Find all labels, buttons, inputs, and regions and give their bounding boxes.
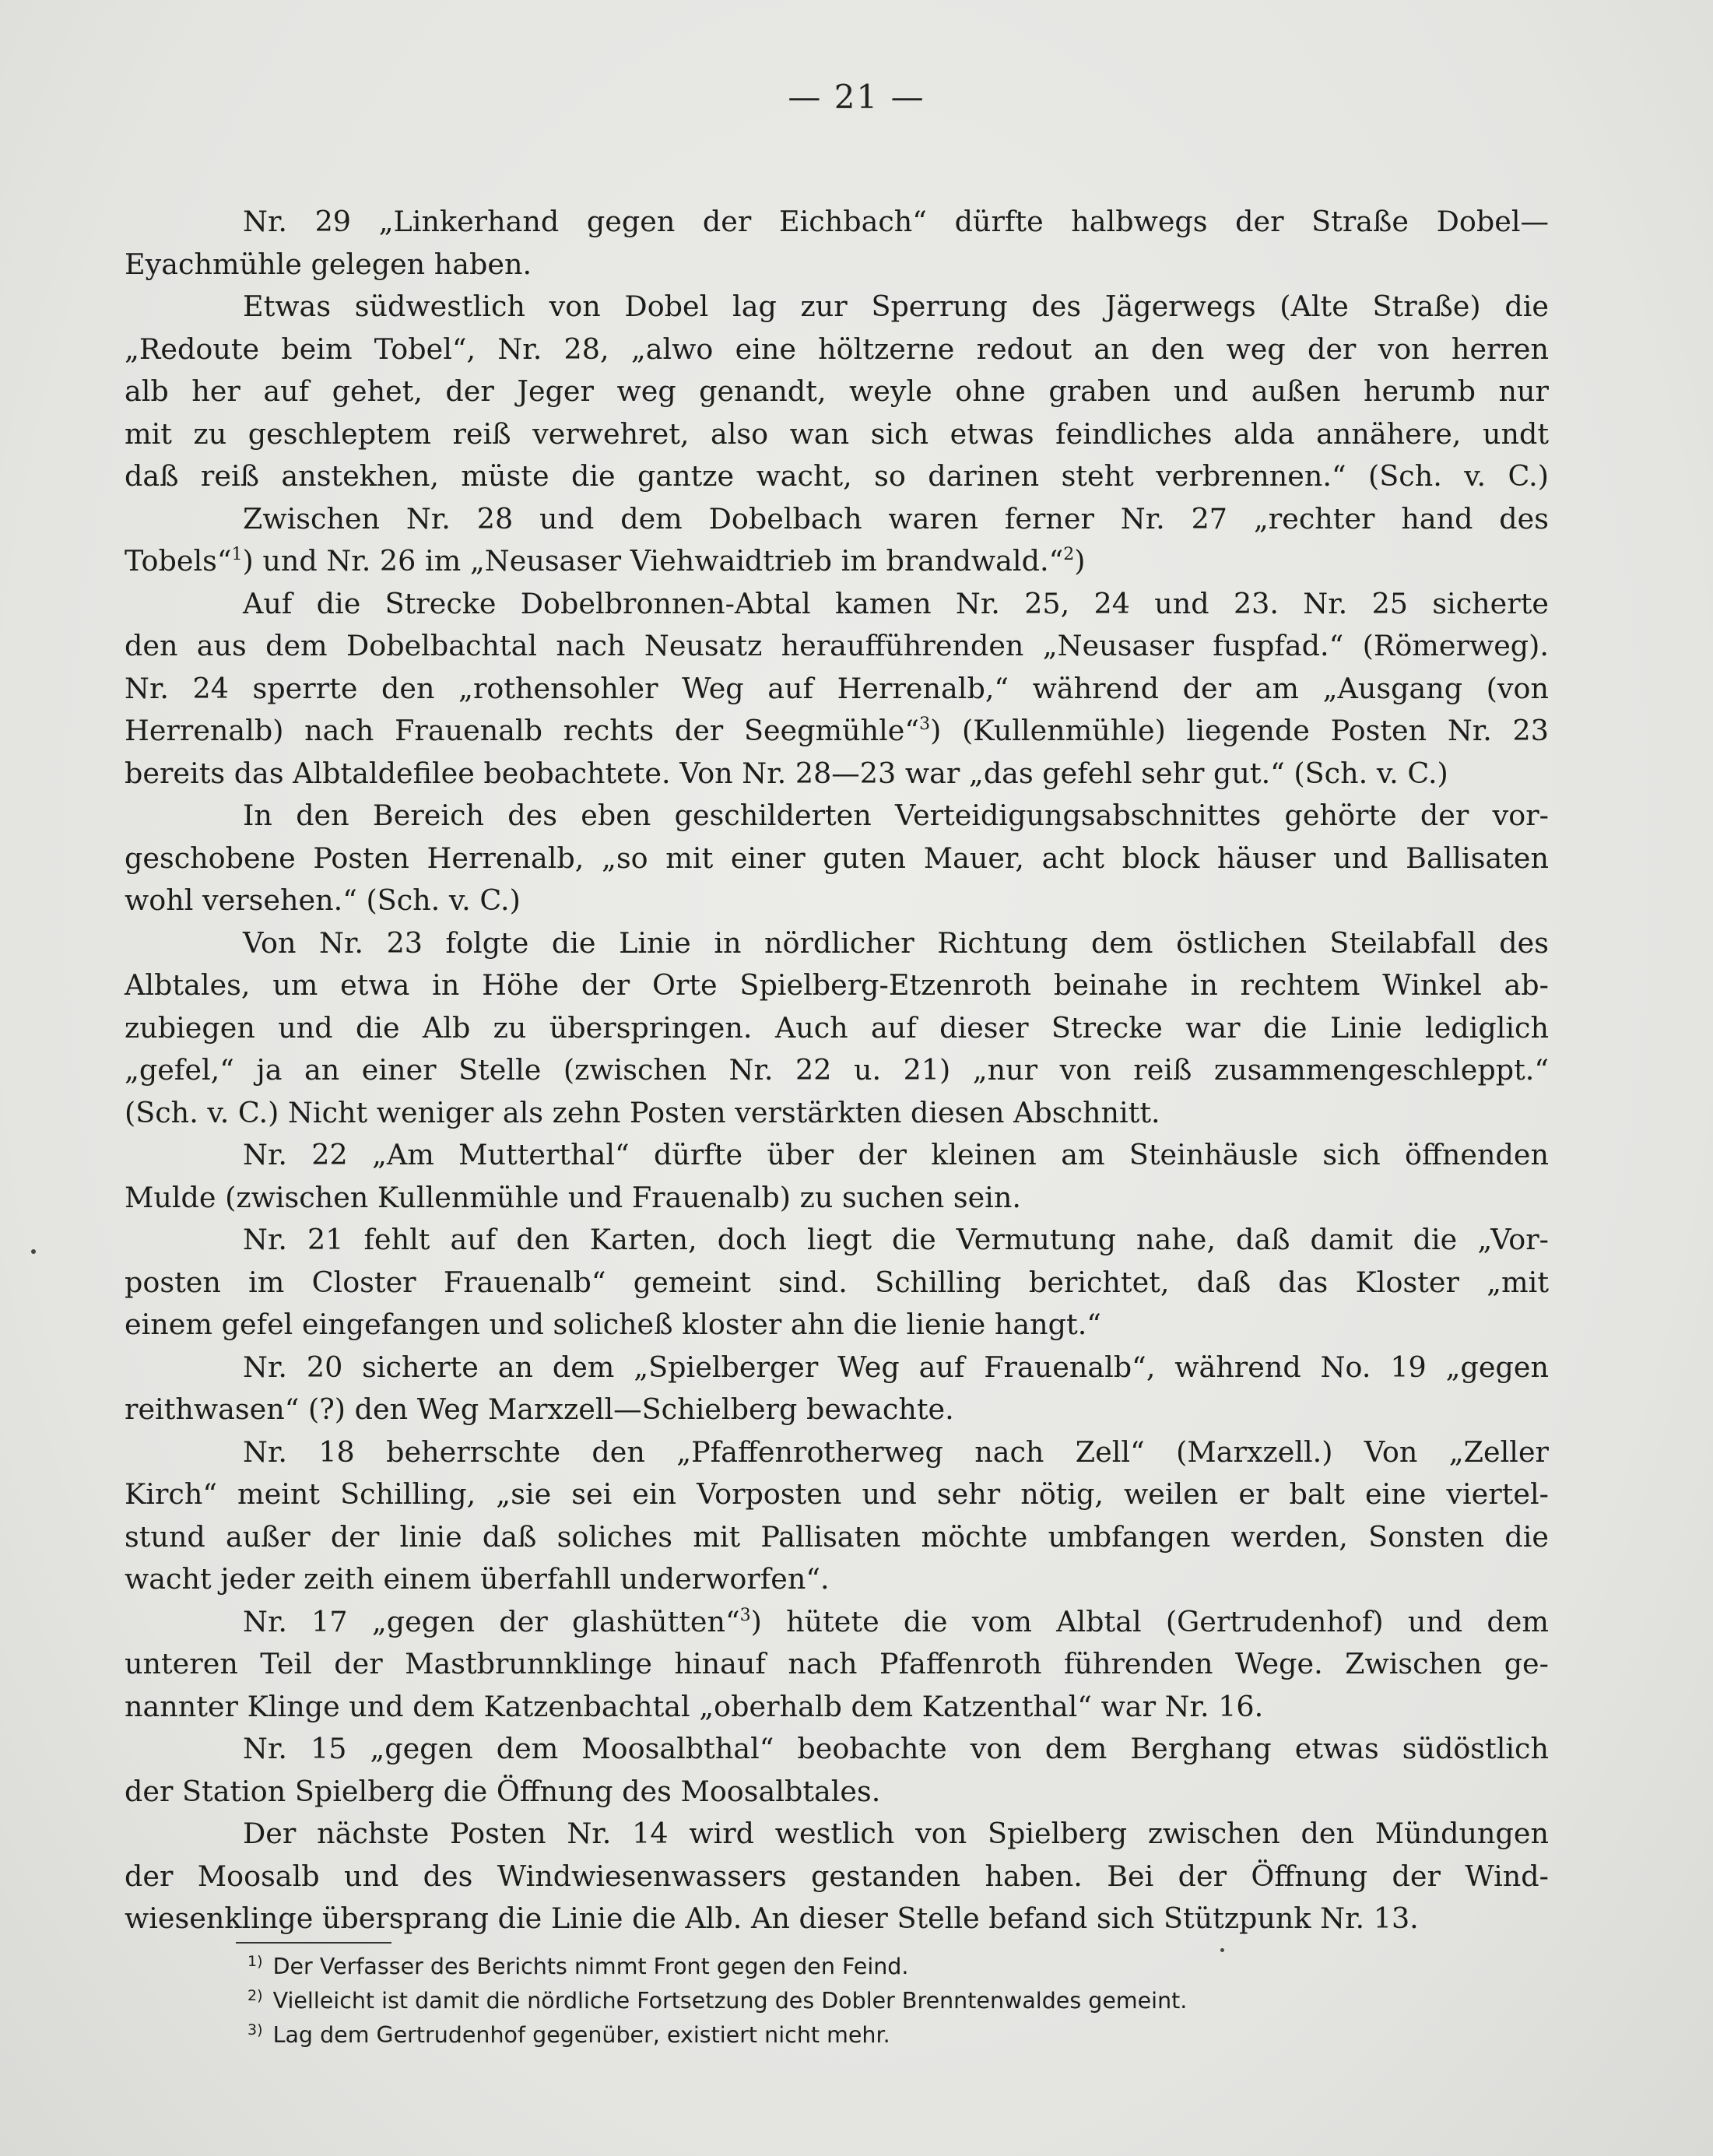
footnote-ref: 3 xyxy=(919,715,931,734)
text-line: wiesenklinge übersprang die Linie die Alb. An dieser Stelle befand sich Stützpunk Nr. 13. xyxy=(125,1901,1419,1935)
footnote-ref: 1 xyxy=(231,545,243,564)
footnote xyxy=(247,2018,1493,2052)
text-fragment: ) xyxy=(1074,544,1086,578)
text-line: bereits das Albtaldefilee beobachtete. Von Nr. 28—23 war „das gefehl sehr gut.“ (Sch. v. C.) xyxy=(125,756,1448,790)
text-fragment: ) und Nr. 26 im „Neusaser Viehwaidtrieb im brandwald.“ xyxy=(242,544,1064,578)
text-line: In den Bereich des eben geschilderten Verteidigungsabschnittes gehörte der vor- xyxy=(243,799,1549,832)
text-line: der Station Spielberg die Öffnung des Moosalbtales. xyxy=(125,1774,881,1808)
text-line: posten im Closter Frauenalb“ gemeint sind. Schilling berichtet, daß das Kloster „mit xyxy=(125,1265,1549,1299)
text-line: Albtales, um etwa in Höhe der Orte Spielberg-Etzenroth beinahe in rechtem Winkel ab- xyxy=(125,968,1549,1002)
text-line: Eyachmühle gelegen haben. xyxy=(125,247,532,281)
text-line: Nr. 18 beherrschte den „Pfaffenrotherweg nach Zell“ (Marxzell.) Von „Zeller xyxy=(243,1434,1549,1469)
footnote-mark: 3) xyxy=(247,2021,263,2038)
text-line: Der nächste Posten Nr. 14 wird westlich von Spielberg zwischen den Mündungen xyxy=(243,1817,1549,1850)
text-line: Nr. 24 sperrte den „rothensohler Weg auf Herrenalb,“ während der am „Ausgang (von xyxy=(125,671,1549,705)
footnote-ref: 2 xyxy=(1063,545,1075,564)
text-line: nannter Klinge und dem Katzenbachtal „oberhalb dem Katzenthal“ war Nr. 16. xyxy=(125,1689,1264,1723)
text-line: „gefel,“ ja an einer Stelle (zwischen Nr. 22 u. 21) „nur von reiß zusammengeschleppt.“ xyxy=(125,1053,1549,1087)
text-line: Zwischen Nr. 28 und dem Dobelbach waren ferner Nr. 27 „rechter hand des xyxy=(243,501,1549,535)
text-line: Nr. 29 „Linkerhand gegen der Eichbach“ dürfte halbwegs der Straße Dobel— xyxy=(243,205,1549,238)
footnote-text: Der Verfasser des Berichts nimmt Front gegen den Feind. xyxy=(272,1954,909,1979)
footnote xyxy=(247,1984,1493,2018)
footnote-text: Vielleicht ist damit die nördliche Fortsetzung des Dobler Brenntenwaldes gemeint. xyxy=(272,1988,1188,2014)
footnote-divider xyxy=(236,1942,391,1944)
text-line: reithwasen“ (?) den Weg Marxzell—Schielberg bewachte. xyxy=(125,1392,954,1426)
footnote-text: Lag dem Gertrudenhof gegenüber, existiert nicht mehr. xyxy=(272,2022,890,2048)
body-text xyxy=(125,201,1549,1940)
text-line: Nr. 15 „gegen dem Moosalbthal“ beobachte von dem Berghang etwas südöstlich xyxy=(243,1732,1549,1765)
text-line: geschobene Posten Herrenalb, „so mit einer guten Mauer, acht block häuser und Ballisaten xyxy=(125,841,1549,875)
text-fragment: ) (Kullenmühle) liegende Posten Nr. 23 xyxy=(930,714,1549,747)
footnote-mark: 2) xyxy=(247,1987,263,2004)
footnote-ref: 3 xyxy=(739,1605,751,1625)
text-line: unteren Teil der Mastbrunnklinge hinauf nach Pfaffenroth führenden Wege. Zwischen ge- xyxy=(125,1647,1549,1680)
text-line: der Moosalb und des Windwiesenwassers gestanden haben. Bei der Öffnung der Wind- xyxy=(125,1859,1549,1893)
scan-speck xyxy=(1220,1948,1224,1952)
text-line: daß reiß anstekhen, müste die gantze wacht, so darinen steht verbrennen.“ (Sch. v. C.) xyxy=(125,459,1549,493)
footnote-mark: 1) xyxy=(247,1953,263,1970)
text-line: den aus dem Dobelbachtal nach Neusatz heraufführenden „Neusaser fuspfad.“ (Römerweg). xyxy=(125,629,1549,662)
text-line: stund außer der linie daß soliches mit Pallisaten möchte umbfangen werden, Sonsten die xyxy=(125,1519,1549,1554)
text-fragment: Nr. 17 „gegen der glashütten“ xyxy=(243,1604,740,1638)
text-line: Mulde (zwischen Kullenmühle und Frauenalb) zu suchen sein. xyxy=(125,1180,1021,1214)
text-line: Etwas südwestlich von Dobel lag zur Sperrung des Jägerwegs (Alte Straße) die xyxy=(243,290,1549,323)
text-line xyxy=(125,710,1549,753)
text-fragment: Herrenalb) nach Frauenalb rechts der Seegmühle“ xyxy=(125,714,920,747)
text-line: einem gefel eingefangen und solicheß kloster ahn die lienie hangt.“ xyxy=(125,1308,1101,1341)
text-fragment: ) hütete die vom Albtal (Gertrudenhof) und dem xyxy=(750,1604,1549,1638)
text-line: wohl versehen.“ (Sch. v. C.) xyxy=(125,883,521,917)
page-number: — 21 — xyxy=(788,78,925,116)
text-line: Auf die Strecke Dobelbronnen-Abtal kamen Nr. 25, 24 und 23. Nr. 25 sicherte xyxy=(243,586,1549,620)
text-fragment: Tobels“ xyxy=(125,544,232,578)
text-line: Nr. 20 sicherte an dem „Spielberger Weg auf Frauenalb“, während No. 19 „gegen xyxy=(243,1350,1549,1384)
text-line: (Sch. v. C.) Nicht weniger als zehn Posten verstärkten diesen Abschnitt. xyxy=(125,1095,1160,1129)
text-line xyxy=(125,1601,1549,1644)
text-line: Nr. 21 fehlt auf den Karten, doch liegt die Vermutung nahe, daß damit die „Vor- xyxy=(243,1223,1549,1256)
text-line: mit zu geschleptem reiß verwehret, also wan sich etwas feindliches alda annähere, undt xyxy=(125,416,1549,451)
text-line xyxy=(125,540,1549,583)
footnotes xyxy=(247,1950,1493,2052)
footnote xyxy=(247,1950,1493,1984)
scan-speck xyxy=(31,1249,36,1254)
text-line: „Redoute beim Tobel“, Nr. 28, „alwo eine höltzerne redout an den weg der von herren xyxy=(125,332,1549,366)
text-line: zubiegen und die Alb zu überspringen. Auch auf dieser Strecke war die Linie lediglich xyxy=(125,1010,1549,1045)
text-line: Nr. 22 „Am Mutterthal“ dürfte über der kleinen am Steinhäusle sich öffnenden xyxy=(243,1138,1549,1171)
text-line: Von Nr. 23 folgte die Linie in nördlicher Richtung dem östlichen Steilabfall des xyxy=(243,925,1549,960)
text-line: Kirch“ meint Schilling, „sie sei ein Vorposten und sehr nötig, weilen er balt eine viertel- xyxy=(125,1477,1549,1511)
text-line: wacht jeder zeith einem überfahll underworfen“. xyxy=(125,1562,830,1596)
text-line: alb her auf gehet, der Jeger weg genandt, weyle ohne graben und außen herumb nur xyxy=(125,374,1549,408)
